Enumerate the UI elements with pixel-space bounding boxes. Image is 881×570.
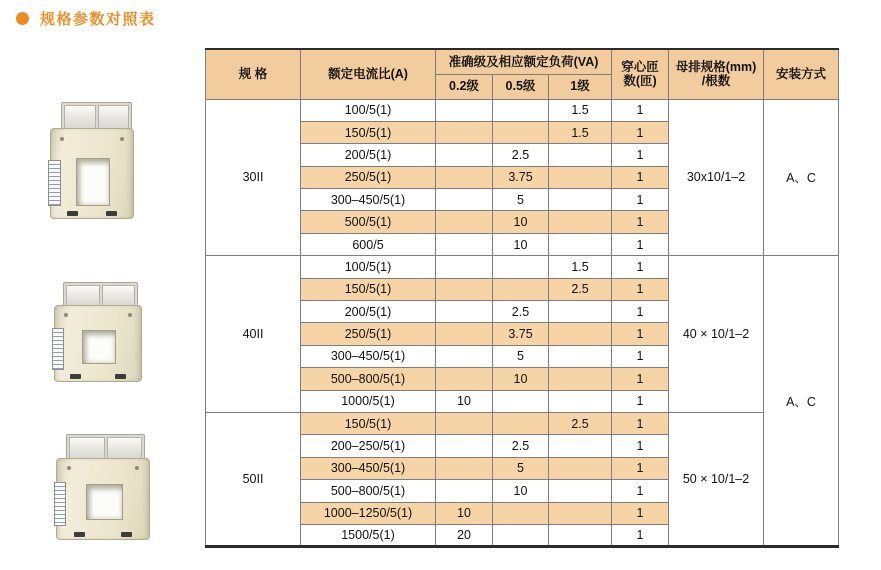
acc1-cell (549, 166, 612, 188)
acc02-cell (436, 166, 493, 188)
acc02-cell: 10 (436, 502, 493, 524)
acc05-cell: 10 (493, 480, 549, 502)
section-title (16, 8, 156, 29)
ratio-cell: 600/5 (301, 233, 436, 255)
acc05-cell (493, 256, 549, 278)
acc1-cell: 1.5 (549, 121, 612, 143)
current-transformer-50ii-image (56, 434, 150, 540)
header-spec: 规 格 (206, 49, 301, 99)
turns-cell: 1 (612, 211, 669, 233)
ratio-cell: 500–800/5(1) (301, 480, 436, 502)
ratio-cell: 100/5(1) (301, 256, 436, 278)
turns-cell: 1 (612, 323, 669, 345)
turns-cell: 1 (612, 99, 669, 121)
header-busbar (669, 49, 764, 99)
acc02-cell (436, 457, 493, 479)
acc02-cell (436, 368, 493, 390)
acc1-cell (549, 211, 612, 233)
header-turns-line2: 数(匝) (623, 74, 657, 89)
turns-cell: 1 (612, 233, 669, 255)
rating-label (54, 482, 66, 526)
ratio-cell: 1000/5(1) (301, 390, 436, 412)
acc05-cell (493, 390, 549, 412)
header-turns-line1: 穿心匝 (621, 59, 659, 74)
rating-label (48, 160, 61, 206)
ratio-cell: 200/5(1) (301, 144, 436, 166)
acc05-cell (493, 524, 549, 546)
acc05-cell: 5 (493, 457, 549, 479)
acc05-cell (493, 121, 549, 143)
turns-cell: 1 (612, 412, 669, 434)
turns-cell: 1 (612, 390, 669, 412)
acc1-cell (549, 457, 612, 479)
acc02-cell: 20 (436, 524, 493, 546)
header-ratio: 额定电流比(A) (301, 49, 436, 99)
turns-cell: 1 (612, 368, 669, 390)
spec-table-header (206, 49, 839, 99)
header-busbar-line1: 母排规格(mm) (675, 59, 757, 74)
ratio-cell: 1500/5(1) (301, 524, 436, 546)
acc1-cell: 1.5 (549, 99, 612, 121)
spec-cell: 30II (206, 99, 301, 256)
acc1-cell (549, 233, 612, 255)
transformer-body (50, 128, 134, 219)
turns-cell: 1 (612, 480, 669, 502)
acc02-cell (436, 256, 493, 278)
acc1-cell (549, 345, 612, 367)
acc02-cell (436, 211, 493, 233)
transformer-window (76, 158, 110, 206)
rating-label (52, 328, 64, 370)
busbar-cell: 30x10/1–2 (669, 99, 764, 256)
transformer-window (86, 484, 123, 520)
turns-cell: 1 (612, 345, 669, 367)
table-row (206, 99, 839, 121)
acc02-cell (436, 189, 493, 211)
acc02-cell (436, 144, 493, 166)
busbar-cell: 40 × 10/1–2 (669, 256, 764, 413)
spec-cell: 40II (206, 256, 301, 413)
spec-cell: 50II (206, 412, 301, 546)
acc1-cell (549, 189, 612, 211)
transformer-body (54, 305, 142, 382)
turns-cell: 1 (612, 457, 669, 479)
turns-cell: 1 (612, 502, 669, 524)
header-busbar-line2: /根数 (701, 74, 731, 89)
acc02-cell (436, 480, 493, 502)
ratio-cell: 200/5(1) (301, 301, 436, 323)
header-acc-02: 0.2级 (436, 74, 493, 99)
ratio-cell: 500–800/5(1) (301, 368, 436, 390)
ratio-cell: 250/5(1) (301, 166, 436, 188)
spec-table-body (206, 99, 839, 547)
turns-cell: 1 (612, 144, 669, 166)
acc05-cell: 3.75 (493, 323, 549, 345)
turns-cell: 1 (612, 301, 669, 323)
acc02-cell (436, 99, 493, 121)
acc1-cell: 2.5 (549, 412, 612, 434)
acc02-cell (436, 121, 493, 143)
acc05-cell: 10 (493, 368, 549, 390)
ratio-cell: 300–450/5(1) (301, 457, 436, 479)
ratio-cell: 250/5(1) (301, 323, 436, 345)
section-title-text: 规格参数对照表 (40, 11, 156, 28)
turns-cell: 1 (612, 189, 669, 211)
transformer-window (82, 330, 116, 364)
acc1-cell (549, 524, 612, 546)
ratio-cell: 150/5(1) (301, 121, 436, 143)
table-row (206, 256, 839, 278)
acc05-cell (493, 99, 549, 121)
header-acc-1: 1级 (549, 74, 612, 99)
turns-cell: 1 (612, 524, 669, 546)
turns-cell: 1 (612, 435, 669, 457)
acc02-cell (436, 323, 493, 345)
table-row (206, 412, 839, 434)
turns-cell: 1 (612, 166, 669, 188)
acc05-cell: 5 (493, 189, 549, 211)
turns-cell: 1 (612, 278, 669, 300)
current-transformer-30ii-image (50, 102, 134, 219)
header-accuracy-group: 准确级及相应额定负荷(VA) (436, 49, 612, 74)
ratio-cell: 150/5(1) (301, 412, 436, 434)
acc02-cell (436, 345, 493, 367)
spec-table (205, 48, 839, 548)
acc05-cell: 2.5 (493, 301, 549, 323)
bullet-icon (16, 12, 29, 25)
acc1-cell (549, 144, 612, 166)
acc1-cell: 2.5 (549, 278, 612, 300)
ratio-cell: 500/5(1) (301, 211, 436, 233)
transformer-body (56, 458, 150, 540)
acc05-cell (493, 278, 549, 300)
acc05-cell: 2.5 (493, 435, 549, 457)
ratio-cell: 150/5(1) (301, 278, 436, 300)
ratio-cell: 300–450/5(1) (301, 189, 436, 211)
acc02-cell (436, 233, 493, 255)
install-cell: A、C (764, 99, 839, 256)
acc05-cell: 10 (493, 233, 549, 255)
install-cell: A、C (764, 256, 839, 547)
header-acc-05: 0.5级 (493, 74, 549, 99)
header-turns (612, 49, 669, 99)
acc02-cell (436, 412, 493, 434)
acc02-cell (436, 435, 493, 457)
busbar-cell: 50 × 10/1–2 (669, 412, 764, 546)
turns-cell: 1 (612, 121, 669, 143)
header-install: 安装方式 (764, 49, 839, 99)
current-transformer-40ii-image (54, 282, 142, 382)
ratio-cell: 100/5(1) (301, 99, 436, 121)
acc05-cell (493, 502, 549, 524)
acc02-cell: 10 (436, 390, 493, 412)
acc05-cell: 10 (493, 211, 549, 233)
ratio-cell: 1000–1250/5(1) (301, 502, 436, 524)
acc02-cell (436, 301, 493, 323)
acc1-cell (549, 368, 612, 390)
acc1-cell (549, 435, 612, 457)
acc1-cell (549, 480, 612, 502)
acc1-cell (549, 301, 612, 323)
acc1-cell (549, 390, 612, 412)
acc1-cell (549, 502, 612, 524)
ratio-cell: 200–250/5(1) (301, 435, 436, 457)
acc1-cell (549, 323, 612, 345)
acc1-cell: 1.5 (549, 256, 612, 278)
turns-cell: 1 (612, 256, 669, 278)
ratio-cell: 300–450/5(1) (301, 345, 436, 367)
acc05-cell: 3.75 (493, 166, 549, 188)
acc05-cell: 2.5 (493, 144, 549, 166)
acc05-cell: 5 (493, 345, 549, 367)
acc02-cell (436, 278, 493, 300)
acc05-cell (493, 412, 549, 434)
